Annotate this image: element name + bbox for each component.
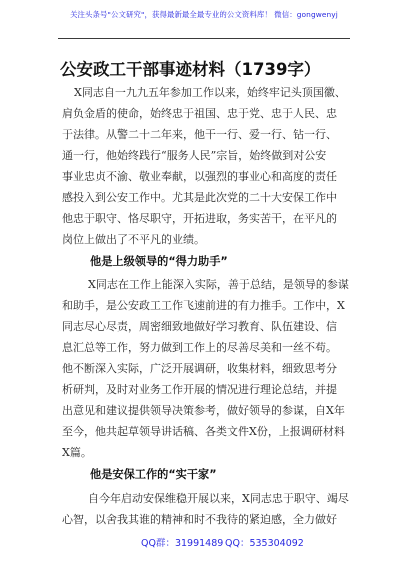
body-line: 通一行，他始终践行“服务人民”宗旨，始终做到对公安 [62,149,327,162]
body-line: 析研判，及时对业务工作开展的情况进行理论总结，并提 [62,383,337,396]
body-line: 心智，以舍我其谁的精神和时不我待的紧迫感，全力做好 [62,513,337,526]
header-banner: 关注头条号"公文研究"，获得最新最全最专业的公文资料库！ 微信：gongwenyj [70,10,338,19]
section-heading: 他是上级领导的“得力助手” [90,255,228,268]
body-line: 他忠于职守、恪尽职守，开拓进取，务实苦干，在平凡的 [62,212,337,225]
body-line: 他不断深入实际，广泛开展调研，收集材料，细致思考分 [62,362,337,375]
body-line: 岗位上做出了不平凡的业绩。 [62,233,205,246]
footer-qq-group: QQ群：31991489 [141,538,224,549]
body-line: X同志自一九九五年参加工作以来，始终牢记头顶国徽、 [74,86,346,99]
body-line: X篇。 [62,446,92,459]
body-line: 肩负金盾的使命，始终忠于祖国、忠于党、忠于人民、忠 [62,107,337,120]
document-title: 公安政工干部事迹材料（1739字） [60,60,321,79]
footer-qq: QQ：535304092 [225,538,304,549]
section-heading: 他是安保工作的“实干家” [90,468,217,481]
body-line: 和助手，是公安政工工作飞速前进的有力推手。工作中，X [62,299,345,312]
body-line: X同志在工作上能深入实际，善于总结，是领导的参谋 [88,278,349,291]
body-line: 于法律。从警二十二年来，他干一行、爱一行、钻一行、 [62,128,337,141]
body-line: 息汇总等工作，努力做到工作上的尽善尽美和一丝不苟。 [62,341,337,354]
body-line: 事业忠贞不渝、敬业奉献，以强烈的事业心和高度的责任 [62,170,337,183]
body-line: 出意见和建议提供领导决策参考，做好领导的参谋，自X年 [62,404,345,417]
body-line: 同志尽心尽责，周密细致地做好学习教育、队伍建设、信 [62,320,337,333]
body-line: 自今年启动安保维稳开展以来，X同志忠于职守、竭尽 [88,492,349,505]
body-line: 至今，他共起草领导讲话稿、各类文件X份，上报调研材料 [62,425,345,438]
body-line: 感投入到公安工作中。尤其是此次党的二十大安保工作中 [62,191,337,204]
header-divider [58,38,350,39]
